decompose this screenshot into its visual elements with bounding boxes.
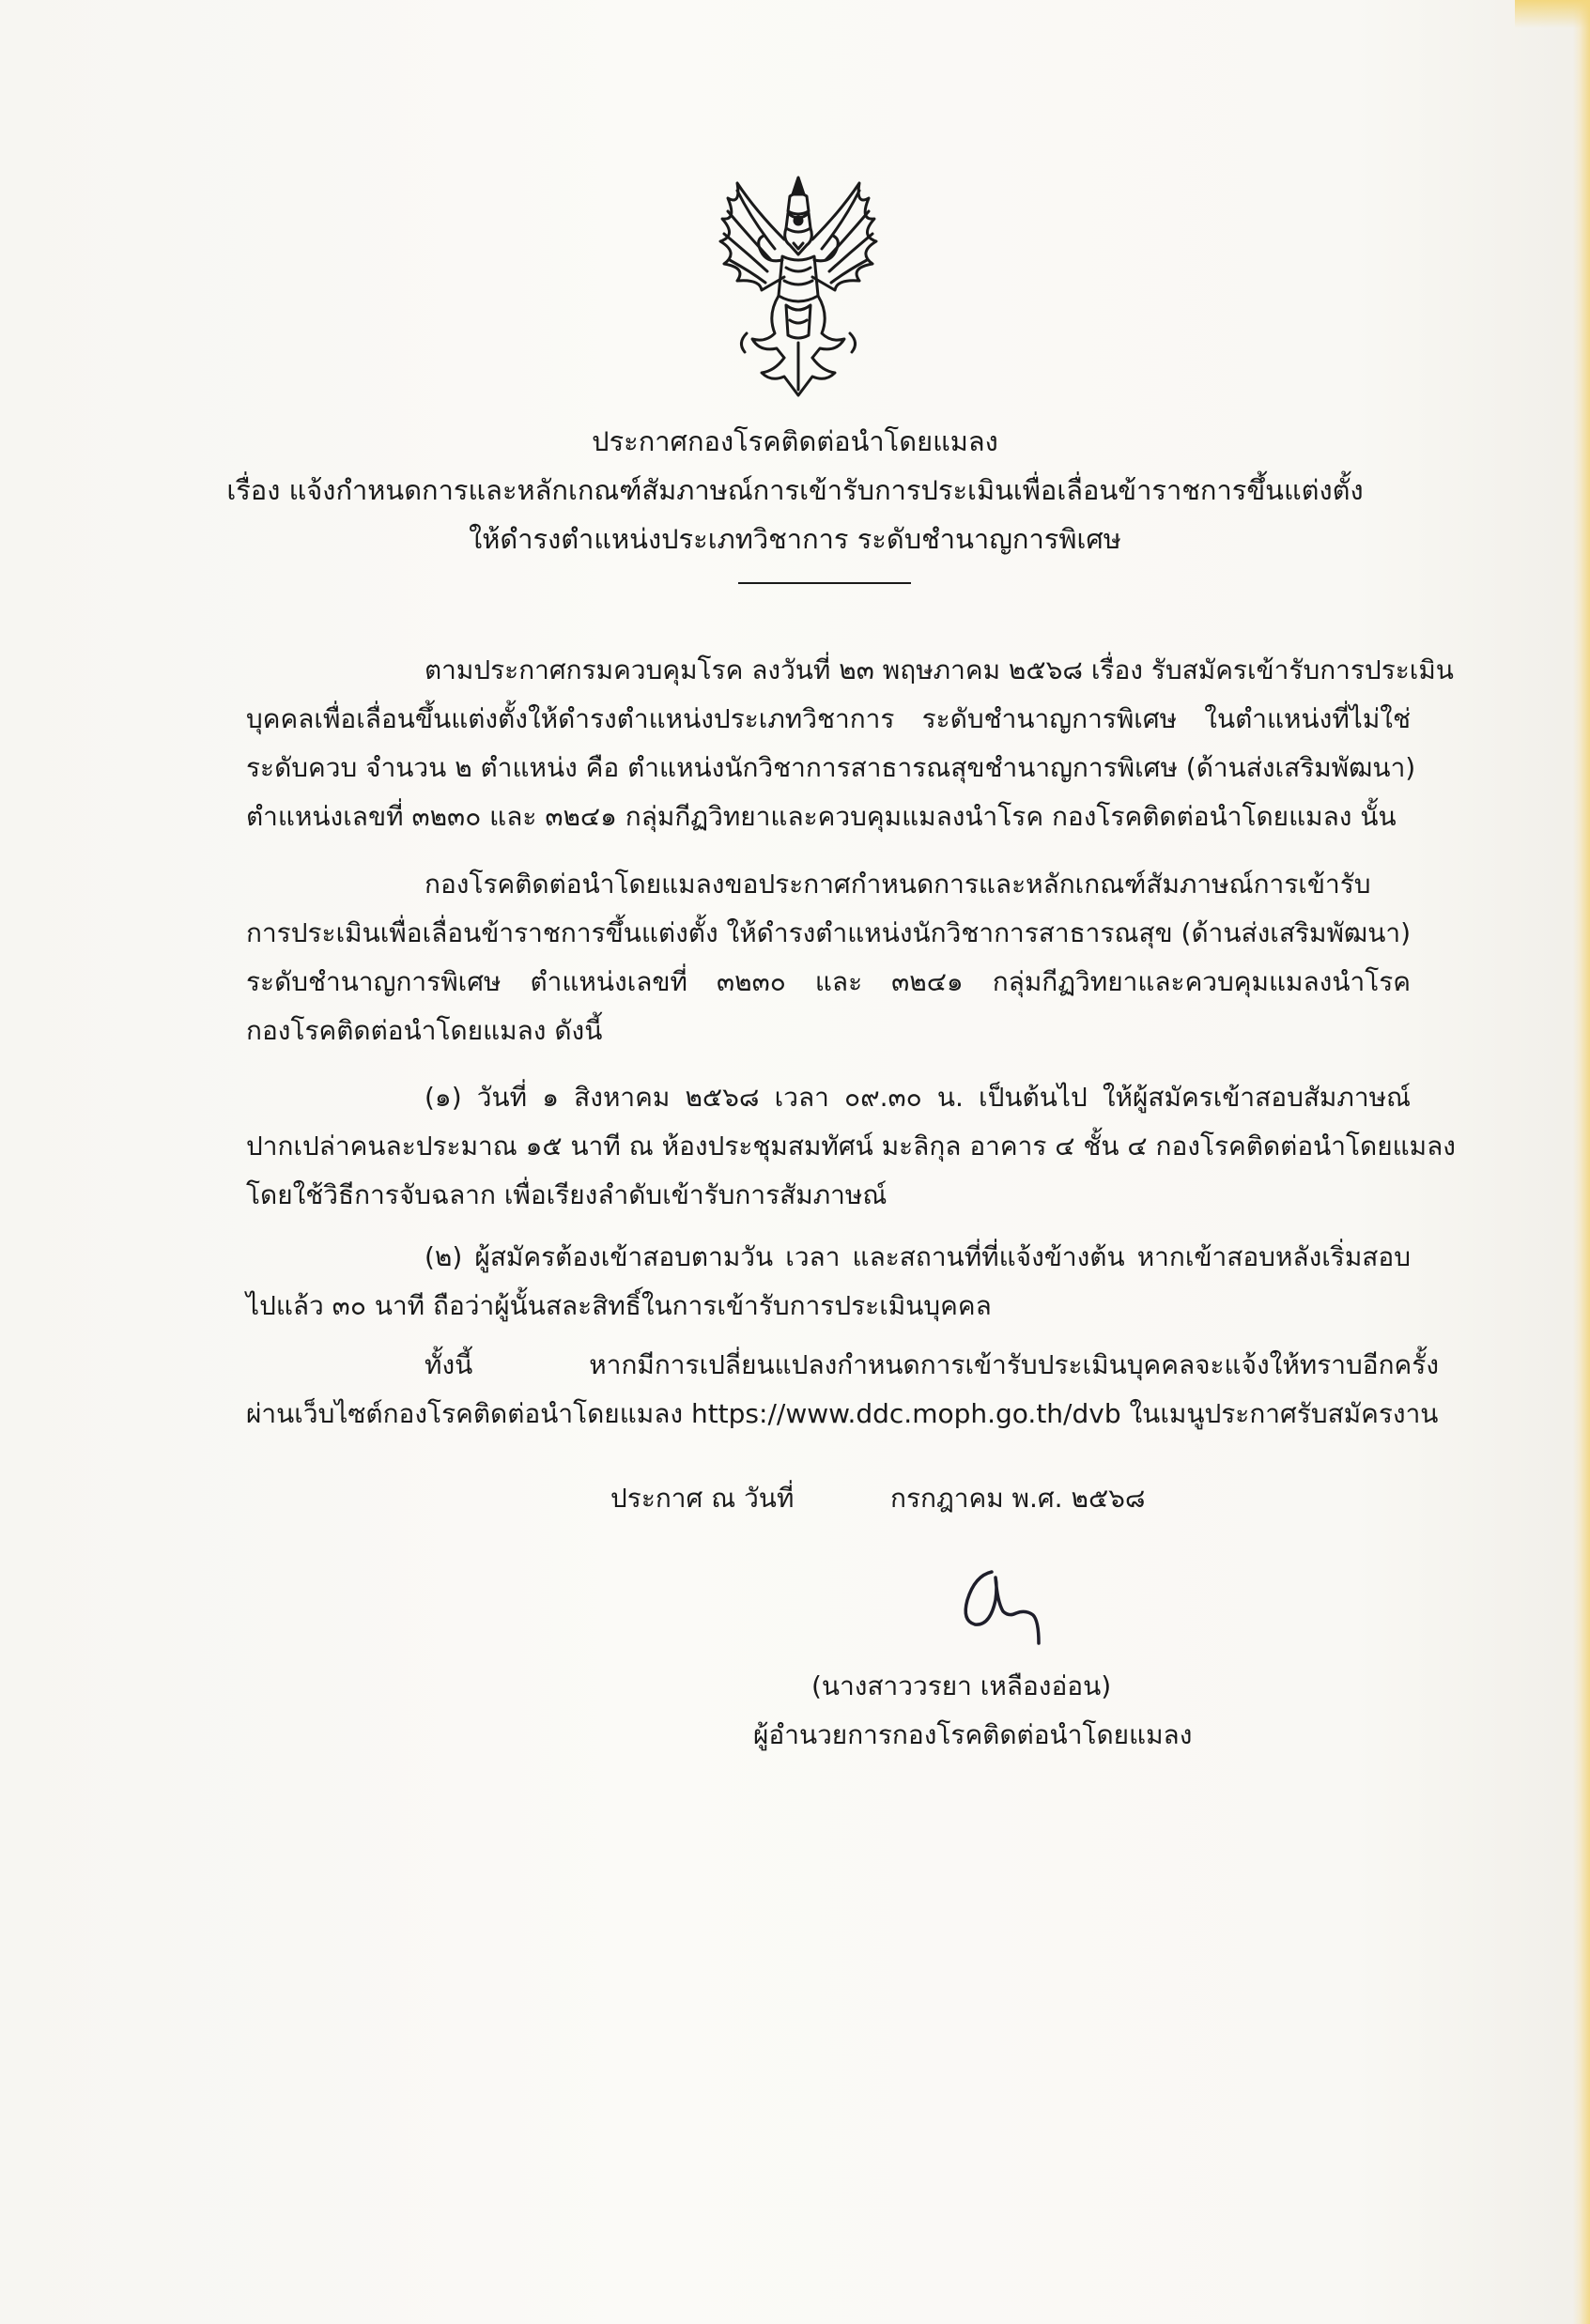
closing-line: ทั้งนี้ หากมีการเปลี่ยนแปลงกำหนดการเข้ารับประเมินบุคคลจะแจ้งให้ทราบอีกครั้ง [425,1349,1439,1380]
item-2-line: (๒) ผู้สมัครต้องเข้าสอบตามวัน เวลา และสถานที่ที่แจ้งข้างต้น หากเข้าสอบหลังเริ่มสอบ [425,1241,1411,1272]
signer-name: (นางสาววรยา เหลืองอ่อน) [811,1670,1112,1701]
paragraph-1-line: ตามประกาศกรมควบคุมโรค ลงวันที่ ๒๓ พฤษภาคม ๒๕๖๘ เรื่อง รับสมัครเข้ารับการประเมิน [425,654,1454,685]
paragraph-1-line: ตำแหน่งเลขที่ ๓๒๓๐ และ ๓๒๔๑ กลุ่มกีฏวิทยาและควบคุมแมลงนำโรค กองโรคติดต่อนำโดยแมลง นั้น [246,801,1397,832]
item-1-line: (๑) วันที่ ๑ สิงหาคม ๒๕๖๘ เวลา ๐๙.๓๐ น. เป็นต้นไป ให้ผู้สมัครเข้าสอบสัมภาษณ์ [425,1082,1411,1113]
page-corner-tint [1515,0,1590,28]
paragraph-2-line: การประเมินเพื่อเลื่อนข้าราชการขึ้นแต่งตั้ง ให้ดำรงตำแหน่งนักวิชาการสาธารณสุข (ด้านส่งเสริมพัฒนา) [246,917,1411,948]
garuda-emblem-icon [709,174,888,399]
handwritten-signature [947,1559,1059,1662]
item-1-line: ปากเปล่าคนละประมาณ ๑๕ นาที ณ ห้องประชุมสมทัศน์ มะลิกุล อาคาร ๔ ชั้น ๔ กองโรคติดต่อนำโดยแมลง [246,1131,1456,1162]
closing-line: ผ่านเว็บไซต์กองโรคติดต่อนำโดยแมลง https://www.ddc.moph.go.th/dvb ในเมนูประกาศรับสมัครงาน [246,1398,1439,1429]
paragraph-2-line: กองโรคติดต่อนำโดยแมลงขอประกาศกำหนดการและหลักเกณฑ์สัมภาษณ์การเข้ารับ [425,869,1371,900]
signer-title: ผู้อำนวยการกองโรคติดต่อนำโดยแมลง [753,1719,1193,1750]
document-subject-line-2: ให้ดำรงตำแหน่งประเภทวิชาการ ระดับชำนาญการพิเศษ [469,523,1121,555]
page-edge [1573,0,1590,2324]
announce-date: กรกฎาคม พ.ศ. ๒๕๖๘ [890,1483,1146,1514]
paragraph-1-line: บุคคลเพื่อเลื่อนขึ้นแต่งตั้งให้ดำรงตำแหน่งประเภทวิชาการ ระดับชำนาญการพิเศษ ในตำแหน่งที่ไม่ใช่ [246,703,1411,734]
paragraph-2-line: ระดับชำนาญการพิเศษ ตำแหน่งเลขที่ ๓๒๓๐ และ ๓๒๔๑ กลุ่มกีฏวิทยาและควบคุมแมลงนำโรค [246,966,1411,997]
title-divider [738,582,911,584]
paragraph-2-line: กองโรคติดต่อนำโดยแมลง ดังนี้ [246,1015,603,1046]
announce-label: ประกาศ ณ วันที่ [610,1483,795,1514]
document-subject-line-1: เรื่อง แจ้งกำหนดการและหลักเกณฑ์สัมภาษณ์การเข้ารับการประเมินเพื่อเลื่อนข้าราชการขึ้นแต่งตั้ง [226,474,1364,506]
paragraph-1-line: ระดับควบ จำนวน ๒ ตำแหน่ง คือ ตำแหน่งนักวิชาการสาธารณสุขชำนาญการพิเศษ (ด้านส่งเสริมพัฒนา) [246,752,1416,783]
document-title: ประกาศกองโรคติดต่อนำโดยแมลง [592,425,998,457]
item-1-line: โดยใช้วิธีการจับฉลาก เพื่อเรียงลำดับเข้ารับการสัมภาษณ์ [246,1179,888,1210]
item-2-line: ไปแล้ว ๓๐ นาที ถือว่าผู้นั้นสละสิทธิ์ในการเข้ารับการประเมินบุคคล [246,1290,992,1321]
